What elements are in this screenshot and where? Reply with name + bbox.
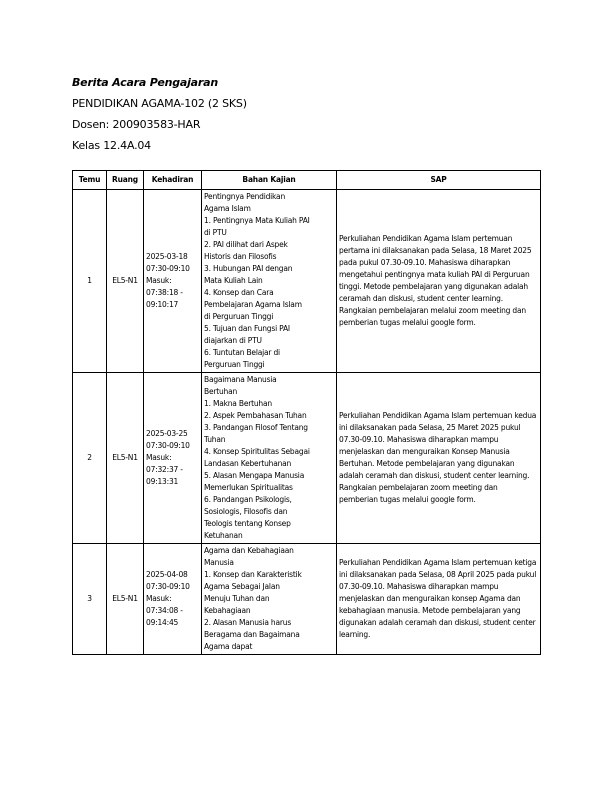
table-row: [73, 190, 541, 373]
bahan-kajian-line: 2. Aspek Pembahasan Tuhan: [204, 411, 307, 420]
bahan-kajian-line: Kebahagiaan: [204, 606, 251, 615]
bahan-kajian-line: Beragama dan Bagaimana: [204, 630, 300, 639]
course-name: PENDIDIKAN AGAMA-102 (2 SKS): [72, 97, 247, 110]
cell-bahan-kajian: [202, 373, 337, 544]
bahan-kajian-line: Ketuhanan: [204, 531, 243, 540]
bahan-kajian-line: Historis dan Filosofis: [204, 252, 277, 261]
bahan-kajian-line: Mata Kuliah Lain: [204, 276, 263, 285]
cell-ruang: EL5-N1: [107, 373, 144, 544]
bahan-kajian-line: 1. Pentingnya Mata Kuliah PAI: [204, 216, 310, 225]
bahan-kajian-line: di PTU: [204, 228, 227, 237]
cell-ruang: EL5-N1: [107, 544, 144, 655]
teaching-record-table: [72, 170, 541, 655]
bahan-kajian-line: 4. Konsep Spiritulitas Sebagai: [204, 447, 310, 456]
cell-sap: Perkuliahan Pendidikan Agama Islam pertemuan kedua ini dilaksanakan pada Selasa, 25 Maret 2025 pukul 07.30-09.10. Mahasiswa diharapkan mampu menjelaskan dan menguraikan Konsep Manusia Bertuhan. Metode pembelajaran yang digunakan adalah ceramah dan diskusi, student center learning. Rangkaian pembelajaran zoom meeting dan pemberian tugas melalui google form.: [337, 373, 541, 544]
cell-ruang: EL5-N1: [107, 190, 144, 373]
cell-sap: Perkuliahan Pendidikan Agama Islam pertemuan ketiga ini dilaksanakan pada Selasa, 08 April 2025 pada pukul 07.30-09.10. Mahasiswa diharapkan mampu menjelaskan dan menguraikan konsep Agama dan kebahagiaan manusia. Metode pembelajaran yang digunakan adalah ceramah dan diskusi, student center learning.: [337, 544, 541, 655]
cell-temu: 1: [73, 190, 107, 373]
table-row: [73, 373, 541, 544]
bahan-kajian-line: 5. Tujuan dan Fungsi PAI: [204, 324, 290, 333]
cell-bahan-kajian: [202, 190, 337, 373]
bahan-kajian-line: 3. Hubungan PAI dengan: [204, 264, 293, 273]
bahan-kajian-line: Agama Islam: [204, 204, 251, 213]
bahan-kajian-line: di Perguruan Tinggi: [204, 312, 274, 321]
bahan-kajian-line: 1. Konsep dan Karakteristik: [204, 570, 302, 579]
bahan-kajian-line: Teologis tentang Konsep: [204, 519, 291, 528]
bahan-kajian-line: Perguruan Tinggi: [204, 360, 265, 369]
cell-sap: Perkuliahan Pendidikan Agama Islam pertemuan pertama ini dilaksanakan pada Selasa, 18 Maret 2025 pada pukul 07.30-09.10. Mahasiswa diharapkan mengetahui pentingnya mata kuliah PAI di Perguruan tinggi. Metode pembelajaran yang digunakan adalah ceramah dan diskusi, student center learning. Rangkaian pembelajaran melalui zoom meeting dan pemberian tugas melalui google form.: [337, 190, 541, 373]
cell-kehadiran: 2025-03-18 07:30-09:10 Masuk: 07:38:18 - 09:10:17: [144, 190, 202, 373]
bahan-kajian-line: Agama dapat: [204, 642, 253, 651]
cell-kehadiran: 2025-03-25 07:30-09:10 Masuk: 07:32:37 - 09:13:31: [144, 373, 202, 544]
bahan-kajian-line: 6. Pandangan Psikologis,: [204, 495, 292, 504]
bahan-kajian-line: Sosiologis, Filosofis dan: [204, 507, 288, 516]
bahan-kajian-line: 2. PAI dilihat dari Aspek: [204, 240, 288, 249]
bahan-kajian-line: Bagaimana Manusia: [204, 375, 277, 384]
column-header-bahan-kajian: Bahan Kajian: [202, 171, 337, 190]
bahan-kajian-line: Landasan Kebertuhanan: [204, 459, 292, 468]
bahan-kajian-line: 4. Konsep dan Cara: [204, 288, 274, 297]
table-header-row: [73, 171, 541, 190]
table-row: [73, 544, 541, 655]
column-header-sap: SAP: [337, 171, 541, 190]
document-header: [72, 72, 247, 156]
cell-bahan-kajian: [202, 544, 337, 655]
bahan-kajian-line: diajarkan di PTU: [204, 336, 262, 345]
bahan-kajian-line: Agama dan Kebahagiaan: [204, 546, 294, 555]
cell-temu: 2: [73, 373, 107, 544]
class-name: Kelas 12.4A.04: [72, 139, 151, 152]
bahan-kajian-line: Bertuhan: [204, 387, 238, 396]
bahan-kajian-line: Tuhan: [204, 435, 226, 444]
bahan-kajian-line: 5. Alasan Mengapa Manusia: [204, 471, 305, 480]
cell-temu: 3: [73, 544, 107, 655]
bahan-kajian-line: 2. Alasan Manusia harus: [204, 618, 292, 627]
column-header-ruang: Ruang: [107, 171, 144, 190]
bahan-kajian-line: 3. Pandangan Filosof Tentang: [204, 423, 308, 432]
bahan-kajian-line: Agama Sebagai Jalan: [204, 582, 280, 591]
bahan-kajian-line: Memerlukan Spiritualitas: [204, 483, 293, 492]
cell-kehadiran: 2025-04-08 07:30-09:10 Masuk: 07:34:08 - 09:14:45: [144, 544, 202, 655]
bahan-kajian-line: Manusia: [204, 558, 234, 567]
bahan-kajian-line: 1. Makna Bertuhan: [204, 399, 272, 408]
lecturer-id: Dosen: 200903583-HAR: [72, 118, 201, 131]
bahan-kajian-line: Pembelajaran Agama Islam: [204, 300, 302, 309]
column-header-kehadiran: Kehadiran: [144, 171, 202, 190]
document-title: Berita Acara Pengajaran: [72, 76, 218, 89]
bahan-kajian-line: Menuju Tuhan dan: [204, 594, 270, 603]
column-header-temu: Temu: [73, 171, 107, 190]
bahan-kajian-line: Pentingnya Pendidikan: [204, 192, 286, 201]
bahan-kajian-line: 6. Tuntutan Belajar di: [204, 348, 280, 357]
